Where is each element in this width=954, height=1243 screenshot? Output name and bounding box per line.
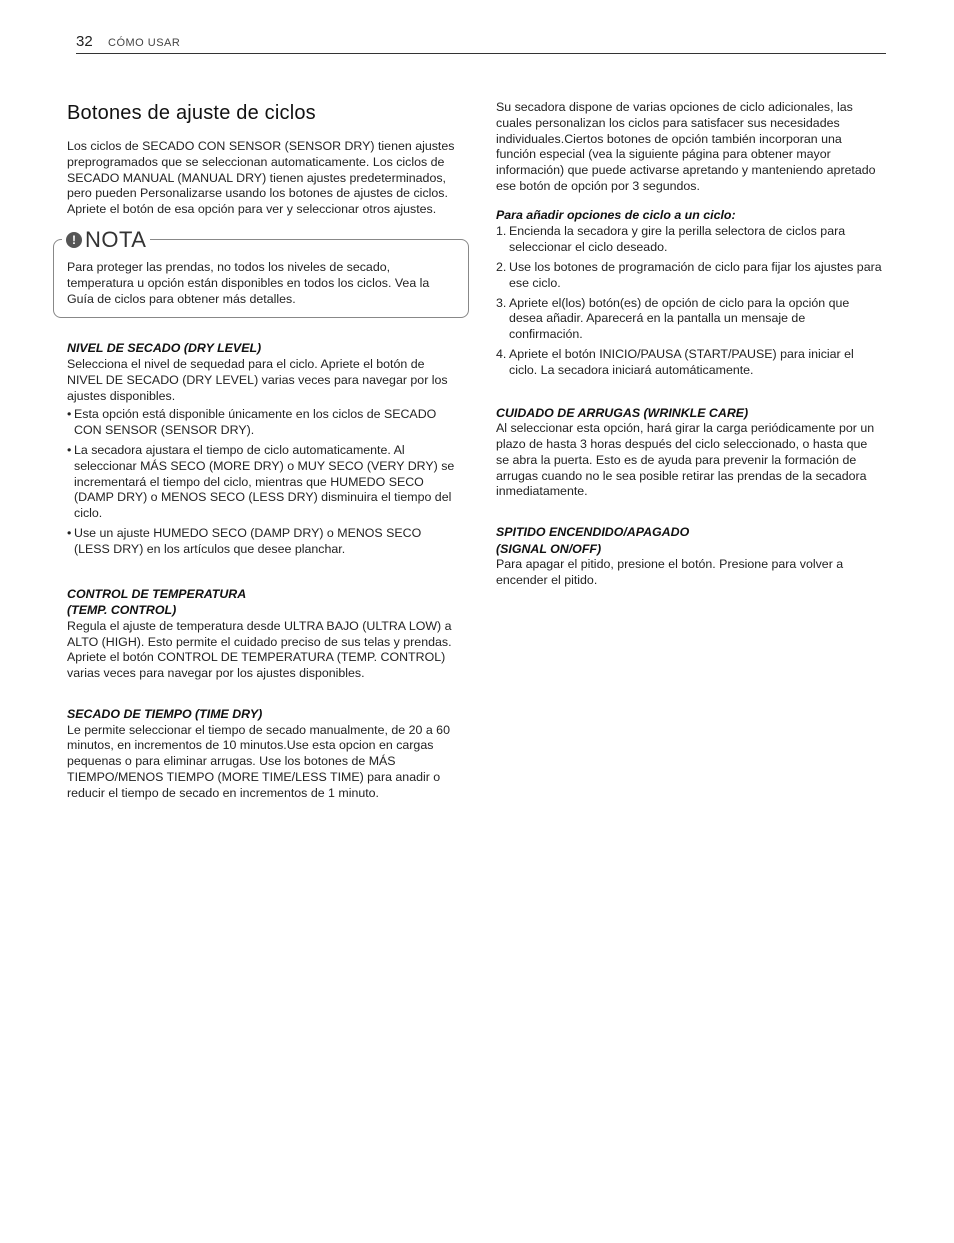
temp-control-heading-sub: (TEMP. CONTROL): [67, 603, 177, 618]
signal-section: [496, 524, 882, 589]
note-text: Para proteger las prendas, no todos los niveles de secado, temperatura u opción están disponibles en todos los ciclos. Vea la Guía de ciclos para obtener más detalles.: [67, 259, 430, 306]
temp-control-heading: CONTROL DE TEMPERATURA: [67, 586, 247, 601]
signal-text: Para apagar el pitido, presione el botón. Presione para volver a encender el pitido.: [496, 557, 844, 588]
options-intro: Su secadora dispone de varias opciones de ciclo adicionales, las cuales personalizan los ciclos para satisfacer sus necesidades individuales.Ciertos botones de opción también incorporan una función especial (vea la siguiente página para obtener mayor información) que puede activarse apretando y manteniendo apretado ese botón de opción por 3 segundos.: [496, 100, 876, 193]
temp-control-section: [67, 586, 457, 682]
list-item: 3. Apriete el(los) botón(es) de opción de ciclo para la opción que desea añadir. Aparecerá en la pantalla un mensaje de confirmación.: [496, 295, 850, 342]
left-column: [67, 102, 457, 801]
wrinkle-care-heading: CUIDADO DE ARRUGAS (WRINKLE CARE): [496, 405, 749, 420]
signal-heading: SPITIDO ENCENDIDO/APAGADO: [496, 525, 690, 540]
list-item: • Use un ajuste HUMEDO SECO (DAMP DRY) o MENOS SECO (LESS DRY) en los artículos que desee planchar.: [67, 526, 457, 558]
list-item: 2. Use los botones de programación de ciclo para fijar los ajustes para ese ciclo.: [496, 259, 882, 290]
add-options-section: [496, 207, 882, 379]
section-title: Botones de ajuste de ciclos: [67, 102, 316, 124]
page-header: [76, 33, 886, 54]
signal-heading-sub: (SIGNAL ON/OFF): [496, 541, 602, 556]
dry-level-heading: NIVEL DE SECADO (DRY LEVEL): [67, 341, 262, 356]
exclamation-icon: !: [66, 232, 82, 248]
list-item: 1. Encienda la secadora y gire la perilla selectora de ciclos para seleccionar el ciclo deseado.: [496, 224, 846, 255]
list-item: • La secadora ajustara el tiempo de ciclo automaticamente. Al seleccionar MÁS SECO (MORE DRY) o MUY SECO (VERY DRY) se incrementará el tiempo del ciclo, mientras que HUMEDO SECO (DAMP DRY) o MENOS SECO (LESS DRY) disminuira el tiempo del ciclo.: [67, 443, 457, 522]
dry-level-bullets: [67, 407, 457, 557]
wrinkle-care-section: [496, 405, 882, 501]
note-box: [53, 226, 469, 318]
wrinkle-care-text: Al seleccionar esta opción, hará girar la carga periódicamente por un plazo de hasta 3 horas después del ciclo seleccionado, o hasta que se abra la puerta. Esto es de ayuda para prevenir la formación de arrugas cuando no le sea posible retirar las prendas de la secadora inmediatamente.: [496, 421, 875, 499]
list-item: 4. Apriete el botón INICIO/PAUSA (START/PAUSE) para iniciar el ciclo. La secadora iniciará automáticamente.: [496, 346, 854, 377]
intro-paragraph: Los ciclos de SECADO CON SENSOR (SENSOR DRY) tienen ajustes preprogramados que se seleccionan automaticamente. Los ciclos de SECADO MANUAL (MANUAL DRY) tienen ajustes predeterminados, pero pueden Personalizarse usando los botones de ajustes de ciclos. Apriete el botón de esa opción para ver y seleccionar otros ajustes.: [67, 139, 455, 217]
page-number: 32: [76, 33, 93, 50]
dry-level-text: Selecciona el nivel de sequedad para el ciclo. Apriete el botón de NIVEL DE SECADO (DRY LEVEL) varias veces para navegar por los ajustes disponibles.: [67, 356, 448, 403]
right-column: [496, 100, 882, 589]
dry-level-section: [67, 340, 457, 557]
list-item: • Esta opción está disponible únicamente en los ciclos de SECADO CON SENSOR (SENSOR DRY).: [67, 407, 457, 439]
time-dry-text: Le permite seleccionar el tiempo de secado manualmente, de 20 a 60 minutos, en incrementos de 10 minutos.Use esta opcion en cargas pequenas o para eliminar arrugas. Use los botones de MÁS TIEMPO/MENOS TIEMPO (MORE TIME/LESS TIME) para anadir o reducir el tiempo de secado en incrementos de 1 minuto.: [67, 722, 450, 800]
note-label: [62, 227, 150, 253]
temp-control-text: Regula el ajuste de temperatura desde ULTRA BAJO (ULTRA LOW) a ALTO (HIGH). Esto permite el cuidado preciso de sus telas y prendas. Apriete el botón CONTROL DE TEMPERATURA (TEMP. CONTROL) varias veces para navegar por los ajustes disponibles.: [67, 618, 452, 681]
time-dry-section: [67, 706, 457, 802]
running-title: CÓMO USAR: [108, 37, 181, 49]
time-dry-heading: SECADO DE TIEMPO (TIME DRY): [67, 706, 263, 721]
note-heading: NOTA: [85, 226, 147, 252]
add-options-steps: [496, 224, 882, 378]
add-options-heading: Para añadir opciones de ciclo a un ciclo:: [496, 207, 736, 222]
